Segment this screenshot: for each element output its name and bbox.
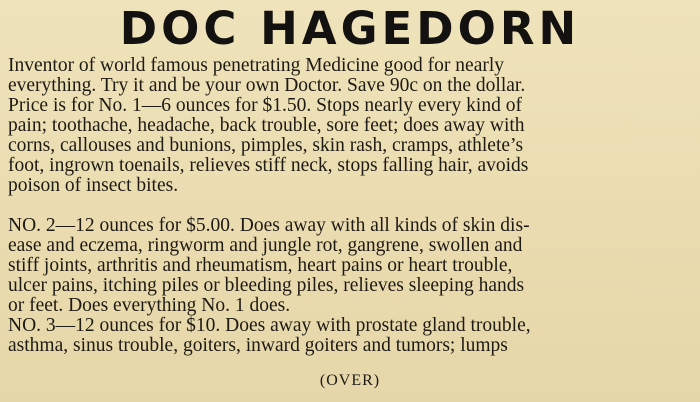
text-line: poison of insect bites. (8, 175, 179, 196)
text-line: NO. 3—12 ounces for $10. Does away with prostate gland trouble, (8, 315, 531, 336)
text-line: asthma, sinus trouble, goiters, inward goiters and tumors; lumps (8, 335, 508, 356)
text-line: or feet. Does everything No. 1 does. (8, 295, 291, 316)
text-line: stiff joints, arthritis and rheumatism, heart pains or heart trouble, (8, 255, 513, 276)
paragraph-product-no1 (8, 56, 693, 196)
text-line: ease and eczema, ringworm and jungle rot, gangrene, swollen and (8, 235, 523, 256)
text-line: everything. Try it and be your own Doctor. Save 90c on the dollar. (8, 75, 526, 96)
page-footer: (OVER) (319, 372, 381, 389)
text-line: NO. 2—12 ounces for $5.00. Does away with all kinds of skin dis- (8, 215, 530, 236)
paragraph-product-no2 (8, 216, 693, 316)
page-title: DOC HAGEDORN (119, 2, 581, 55)
text-line: ulcer pains, itching piles or bleeding piles, relieves sleeping hands (8, 275, 525, 296)
text-line: corns, callouses and bunions, pimples, skin rash, cramps, athlete’s (8, 135, 524, 156)
text-line: Price is for No. 1—6 ounces for $1.50. Stops nearly every kind of (8, 95, 522, 116)
text-line: pain; toothache, headache, back trouble, sore feet; does away with (8, 115, 525, 136)
text-line: foot, ingrown toenails, relieves stiff neck, stops falling hair, avoids (8, 155, 529, 176)
paragraph-product-no3 (8, 316, 693, 356)
text-line: Inventor of world famous penetrating Medicine good for nearly (8, 55, 505, 76)
